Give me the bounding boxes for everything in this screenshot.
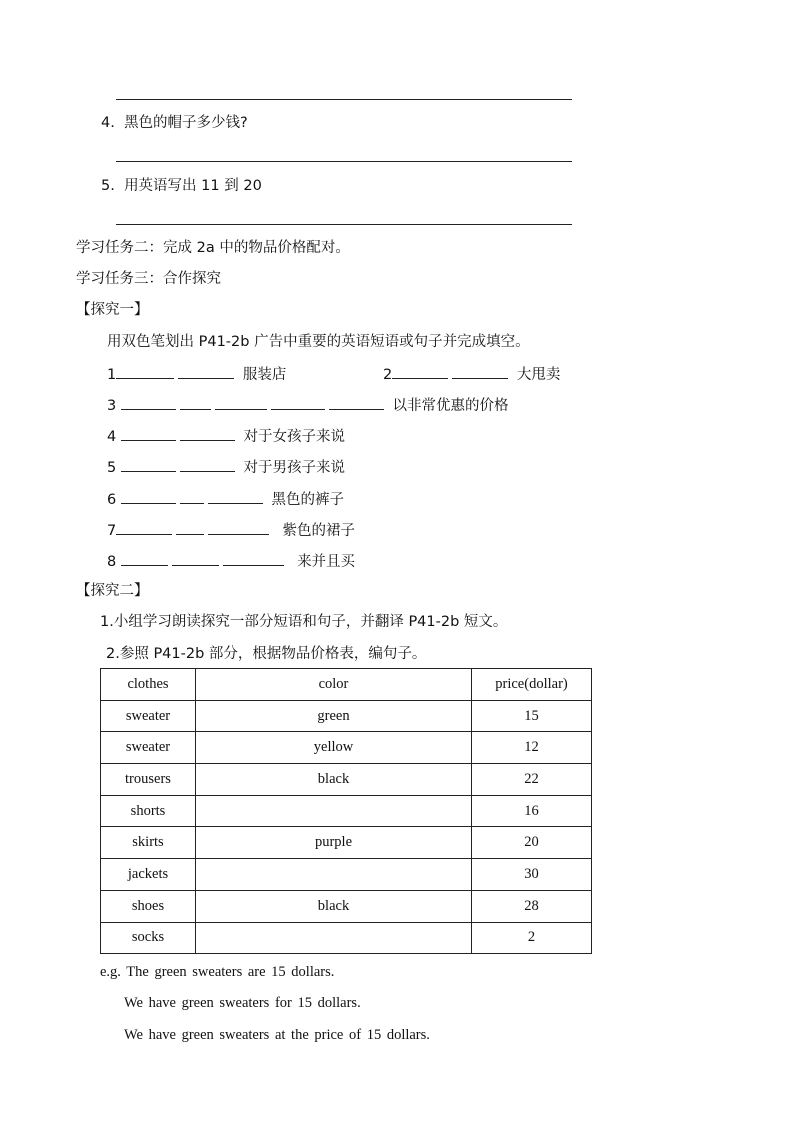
blank[interactable] (452, 364, 508, 379)
blank[interactable] (180, 426, 235, 441)
price-table (100, 668, 592, 954)
cell-price: 16 (472, 795, 592, 827)
table-row (101, 732, 592, 764)
fill-item-1 (107, 364, 286, 384)
explore-1-title: 【探究一】 (76, 302, 149, 318)
question-text: 黑色的帽子多少钱? (124, 115, 248, 131)
cell-clothes: shorts (101, 795, 196, 827)
blank[interactable] (116, 520, 172, 535)
answer-line-4 (116, 161, 572, 162)
explore-2-step-2: 2.参照 P41-2b 部分，根据物品价格表，编句子。 (106, 646, 427, 662)
cell-color: black (196, 890, 472, 922)
cell-clothes: socks (101, 922, 196, 954)
table-row (101, 795, 592, 827)
fill-item-4 (107, 426, 345, 446)
table-row (101, 764, 592, 796)
blank[interactable] (172, 551, 219, 566)
item-number: 7 (107, 523, 117, 539)
cell-price: 28 (472, 890, 592, 922)
cell-color (196, 859, 472, 891)
example-sentence-2: We have green sweaters for 15 dollars. (124, 995, 361, 1011)
explore-2-step-1: 1.小组学习朗读探究一部分短语和句子，并翻译 P41-2b 短文。 (100, 614, 508, 630)
table-row (101, 890, 592, 922)
item-number: 3 (107, 398, 117, 414)
blank[interactable] (121, 489, 176, 504)
cell-color (196, 795, 472, 827)
fill-item-8 (107, 551, 355, 571)
cell-price: 22 (472, 764, 592, 796)
item-meaning: 服装店 (242, 367, 287, 383)
table-row (101, 827, 592, 859)
explore-2-title: 【探究二】 (76, 583, 149, 599)
cell-color: green (196, 700, 472, 732)
cell-color: black (196, 764, 472, 796)
cell-color (196, 922, 472, 954)
cell-price: 15 (472, 700, 592, 732)
header-clothes: clothes (101, 669, 196, 701)
question-number: 5. (101, 178, 115, 194)
blank[interactable] (121, 426, 176, 441)
cell-price: 12 (472, 732, 592, 764)
fill-item-3 (107, 395, 508, 415)
table-row (101, 859, 592, 891)
question-5 (101, 177, 262, 195)
fill-item-2 (383, 364, 560, 384)
blank[interactable] (180, 457, 235, 472)
item-meaning: 紫色的裙子 (282, 523, 355, 539)
cell-clothes: sweater (101, 700, 196, 732)
blank[interactable] (208, 520, 269, 535)
answer-line-5 (116, 224, 572, 225)
cell-price: 30 (472, 859, 592, 891)
cell-price: 20 (472, 827, 592, 859)
blank[interactable] (121, 395, 176, 410)
blank[interactable] (178, 364, 234, 379)
cell-color: purple (196, 827, 472, 859)
question-text: 用英语写出 11 到 20 (124, 178, 262, 194)
cell-color: yellow (196, 732, 472, 764)
cell-price: 2 (472, 922, 592, 954)
blank[interactable] (121, 457, 176, 472)
task-2: 学习任务二：完成 2a 中的物品价格配对。 (76, 240, 350, 256)
item-meaning: 黑色的裤子 (271, 492, 344, 508)
fill-item-6 (107, 489, 344, 509)
blank[interactable] (180, 489, 204, 504)
fill-item-7 (107, 520, 355, 540)
blank[interactable] (392, 364, 448, 379)
blank[interactable] (116, 364, 174, 379)
task-3: 学习任务三：合作探究 (76, 271, 221, 287)
blank[interactable] (271, 395, 325, 410)
item-number: 5 (107, 460, 117, 476)
blank[interactable] (176, 520, 204, 535)
answer-line-3 (116, 99, 572, 100)
fill-item-5 (107, 457, 345, 477)
item-meaning: 大甩卖 (516, 367, 561, 383)
item-number: 6 (107, 492, 117, 508)
example-sentence-1: e.g. The green sweaters are 15 dollars. (100, 964, 335, 980)
cell-clothes: jackets (101, 859, 196, 891)
question-4 (101, 114, 248, 132)
item-meaning: 对于男孩子来说 (243, 460, 345, 476)
cell-clothes: sweater (101, 732, 196, 764)
header-color: color (196, 669, 472, 701)
table-row (101, 700, 592, 732)
explore-1-instruction: 用双色笔划出 P41-2b 广告中重要的英语短语或句子并完成填空。 (107, 334, 530, 350)
item-meaning: 对于女孩子来说 (243, 429, 345, 445)
item-number: 2 (383, 367, 393, 383)
question-number: 4. (101, 115, 115, 131)
blank[interactable] (208, 489, 263, 504)
cell-clothes: trousers (101, 764, 196, 796)
table-header-row (101, 669, 592, 701)
item-number: 4 (107, 429, 117, 445)
blank[interactable] (215, 395, 267, 410)
item-number: 1 (107, 367, 117, 383)
table-row (101, 922, 592, 954)
item-meaning: 以非常优惠的价格 (392, 398, 509, 414)
blank[interactable] (121, 551, 168, 566)
blank[interactable] (180, 395, 211, 410)
item-number: 8 (107, 554, 117, 570)
header-price: price(dollar) (472, 669, 592, 701)
cell-clothes: skirts (101, 827, 196, 859)
cell-clothes: shoes (101, 890, 196, 922)
example-sentence-3: We have green sweaters at the price of 15 dollars. (124, 1027, 430, 1043)
blank[interactable] (223, 551, 284, 566)
blank[interactable] (329, 395, 384, 410)
item-meaning: 来并且买 (297, 554, 356, 570)
